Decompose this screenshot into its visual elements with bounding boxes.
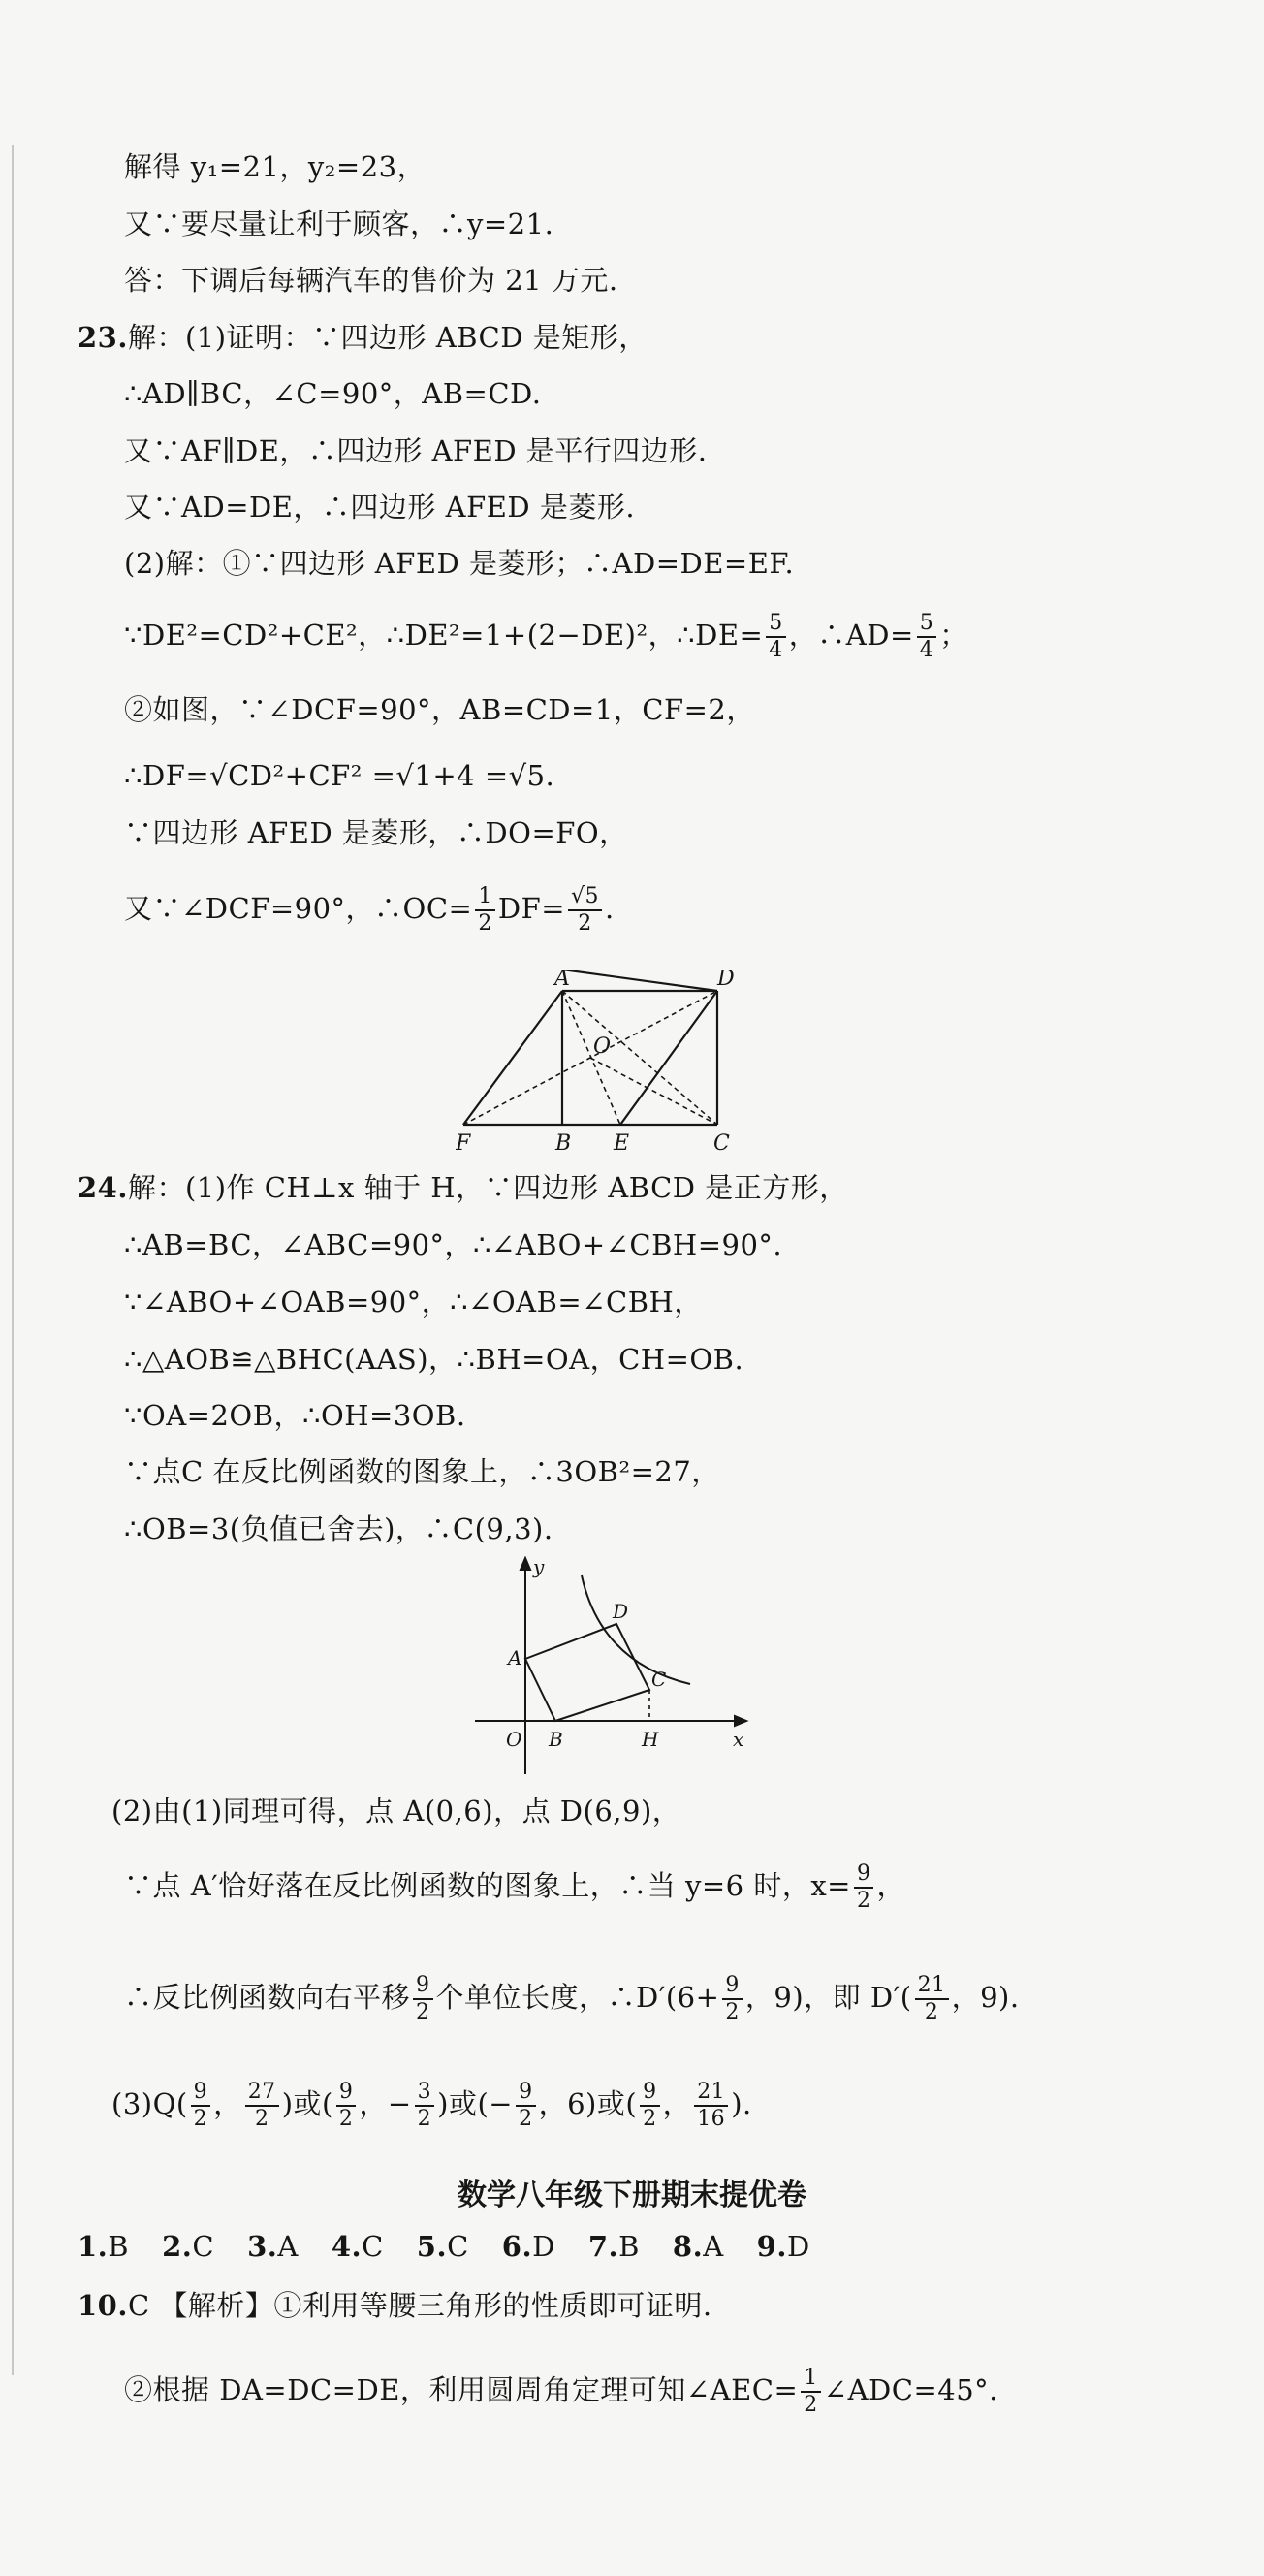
answer-q7-number: 7. — [587, 2230, 619, 2263]
line-24-23 — [124, 1973, 1020, 2025]
line-24-23-b: 个单位长度，∴D′(6+ — [435, 1981, 720, 2014]
fraction-5-4-ad: $\frac{5}{4}$ — [917, 611, 937, 663]
line-24-24 — [111, 2080, 752, 2132]
answer-q4-number: 4. — [331, 2230, 363, 2263]
question-23-number: 23. — [78, 321, 128, 354]
fraction-9-2-dprime: $\frac{9}{2}$ — [722, 1973, 743, 2025]
line-23-8: (2)解：①∵四边形 AFED 是菱形；∴AD=DE=EF. — [124, 547, 795, 580]
label-O: O — [593, 1034, 612, 1059]
line-23-13-a: 又∵∠DCF=90°，∴OC= — [124, 892, 473, 925]
segment-DE — [620, 991, 717, 1125]
answer-q9-number: 9. — [756, 2230, 787, 2263]
line-24-20: ∴OB=3(负值已舍去)，∴C(9,3). — [124, 1512, 553, 1545]
answer-q8: A — [703, 2230, 724, 2263]
answer-q6-number: 6. — [501, 2230, 533, 2263]
answer-q5: C — [447, 2230, 469, 2263]
dashed-AC — [562, 991, 717, 1125]
dashed-OC — [590, 1058, 717, 1125]
line-23-9-a: ∵DE²=CD²+CE²，∴DE²=1+(2−DE)²，∴DE= — [124, 619, 764, 652]
line-23-6: 又∵AF∥DE，∴四边形 AFED 是平行四边形. — [124, 434, 708, 467]
line-10-2 — [124, 2366, 998, 2418]
line-24-24-e: )或(− — [437, 2087, 514, 2120]
label-C-2: C — [651, 1668, 667, 1691]
line-23-9-b: ，∴AD= — [788, 619, 914, 652]
label-A-2: A — [508, 1646, 522, 1670]
answer-q4: C — [362, 2230, 384, 2263]
label-C: C — [713, 1131, 730, 1156]
answer-q3: A — [277, 2230, 299, 2263]
line-23-9-c: ； — [939, 619, 968, 652]
answer-q3-number: 3. — [247, 2230, 278, 2263]
line-24-24-d: ，− — [359, 2087, 412, 2120]
line-24-24-c: )或( — [281, 2087, 333, 2120]
line-24-23-c: ，9)，即 D′( — [744, 1981, 912, 2014]
axis-label-x: x — [733, 1728, 744, 1751]
axis-label-y: y — [533, 1556, 545, 1578]
question-10-line — [78, 2289, 712, 2322]
line-23-13-c: . — [605, 892, 615, 925]
line-23-13-b: DF= — [497, 892, 565, 925]
label-D: D — [717, 970, 735, 991]
answer-q9: D — [786, 2230, 810, 2263]
q-frac-3: $\frac{9}{2}$ — [336, 2080, 357, 2132]
line-24-18: ∵OA=2OB，∴OH=3OB. — [124, 1399, 466, 1432]
line-23-9 — [124, 611, 968, 663]
line-24-24-f: ，6)或( — [538, 2087, 638, 2120]
question-24-head: 解：(1)作 CH⊥x 轴于 H，∵四边形 ABCD 是正方形， — [127, 1171, 848, 1204]
label-F: F — [456, 1131, 471, 1156]
fraction-1-2-aec: $\frac{1}{2}$ — [801, 2366, 821, 2418]
line-24-15: ∴AB=BC，∠ABC=90°，∴∠ABO+∠CBH=90°. — [124, 1228, 783, 1261]
answers-row — [78, 2230, 810, 2263]
answer-q1: B — [108, 2230, 130, 2263]
answer-q5-number: 5. — [416, 2230, 448, 2263]
line-24-22 — [124, 1861, 905, 1914]
line-24-23-a: ∴反比例函数向右平移 — [124, 1981, 411, 2014]
line-23-11: ∴DF=√CD²+CF² =√1+4 =√5. — [124, 759, 555, 792]
line-23-5: ∴AD∥BC，∠C=90°，AB=CD. — [124, 377, 542, 410]
fraction-sqrt5-2: $\frac{√5}{2}$ — [568, 884, 602, 937]
line-24-24-h: ). — [731, 2087, 752, 2120]
line-23-13 — [124, 884, 615, 937]
q-frac-6: $\frac{9}{2}$ — [640, 2080, 660, 2132]
line-choose-y: 又∵要尽量让利于顾客，∴y=21. — [124, 207, 554, 240]
line-24-24-a: (3)Q( — [111, 2087, 188, 2120]
q-frac-1: $\frac{9}{2}$ — [191, 2080, 211, 2132]
fraction-1-2: $\frac{1}{2}$ — [475, 884, 495, 937]
line-24-22-b: ， — [876, 1869, 905, 1902]
line-24-21: (2)由(1)同理可得，点 A(0,6)，点 D(6,9)， — [111, 1795, 681, 1828]
hyperbola-curve — [582, 1575, 690, 1684]
line-10-2-b: ∠ADC=45°. — [823, 2373, 998, 2406]
q-frac-7: $\frac{21}{16}$ — [694, 2080, 728, 2132]
line-24-24-b: ， — [213, 2087, 242, 2120]
label-E: E — [614, 1131, 630, 1156]
answer-q2-number: 2. — [162, 2230, 193, 2263]
section-title: 数学八年级下册期末提优卷 — [458, 2178, 806, 2212]
line-23-12: ∵四边形 AFED 是菱形，∴DO=FO， — [124, 816, 628, 849]
x-axis-arrow — [735, 1716, 746, 1726]
line-solve-y: 解得 y₁=21，y₂=23， — [124, 150, 427, 183]
margin-rule — [12, 145, 14, 2375]
answer-q8-number: 8. — [672, 2230, 704, 2263]
answer-q7: B — [618, 2230, 640, 2263]
figure-square-hyperbola — [465, 1556, 756, 1779]
answer-q2: C — [192, 2230, 215, 2263]
answer-q6: D — [532, 2230, 555, 2263]
label-H: H — [642, 1728, 659, 1751]
question-10-text: C 【解析】①利用等腰三角形的性质即可证明. — [127, 2289, 712, 2322]
q-frac-5: $\frac{9}{2}$ — [516, 2080, 536, 2132]
line-24-17: ∴△AOB≌△BHC(AAS)，∴BH=OA，CH=OB. — [124, 1343, 744, 1376]
line-10-2-a: ②根据 DA=DC=DE，利用圆周角定理可知∠AEC= — [124, 2373, 799, 2406]
figure-rectangle-rhombus — [456, 970, 746, 1159]
fraction-5-4-de: $\frac{5}{4}$ — [766, 611, 786, 663]
fraction-9-2-x: $\frac{9}{2}$ — [854, 1861, 874, 1914]
line-24-22-a: ∵点 A′恰好落在反比例函数的图象上，∴当 y=6 时，x= — [124, 1869, 851, 1902]
fraction-9-2-shift: $\frac{9}{2}$ — [413, 1973, 433, 2025]
line-24-19: ∵点C 在反比例函数的图象上，∴3OB²=27， — [124, 1455, 720, 1488]
q-frac-4: $\frac{3}{2}$ — [415, 2080, 435, 2132]
q-frac-2: $\frac{27}{2}$ — [245, 2080, 279, 2132]
segment-AD — [562, 970, 717, 991]
line-answer-22: 答：下调后每辆汽车的售价为 21 万元. — [124, 264, 618, 297]
label-B-2: B — [549, 1728, 563, 1751]
line-23-10: ②如图，∵∠DCF=90°，AB=CD=1，CF=2， — [124, 693, 755, 726]
label-D-2: D — [613, 1600, 629, 1623]
question-23-line — [78, 321, 648, 354]
label-A: A — [554, 970, 570, 991]
label-O-2: O — [506, 1728, 522, 1751]
question-24-number: 24. — [78, 1171, 128, 1204]
answer-q1-number: 1. — [78, 2230, 109, 2263]
line-24-24-g: ， — [662, 2087, 692, 2120]
square-ABCD — [525, 1624, 649, 1721]
label-B: B — [555, 1131, 572, 1156]
segment-AF — [463, 991, 562, 1125]
line-24-23-d: ，9). — [951, 1981, 1020, 2014]
question-10-number: 10. — [78, 2289, 128, 2322]
question-24-line — [78, 1171, 848, 1204]
line-23-7: 又∵AD=DE，∴四边形 AFED 是菱形. — [124, 491, 636, 524]
fraction-21-2: $\frac{21}{2}$ — [915, 1973, 949, 2025]
line-24-16: ∵∠ABO+∠OAB=90°，∴∠OAB=∠CBH， — [124, 1286, 703, 1319]
question-23-head: 解：(1)证明：∵四边形 ABCD 是矩形， — [127, 321, 648, 354]
y-axis-arrow — [521, 1558, 530, 1570]
